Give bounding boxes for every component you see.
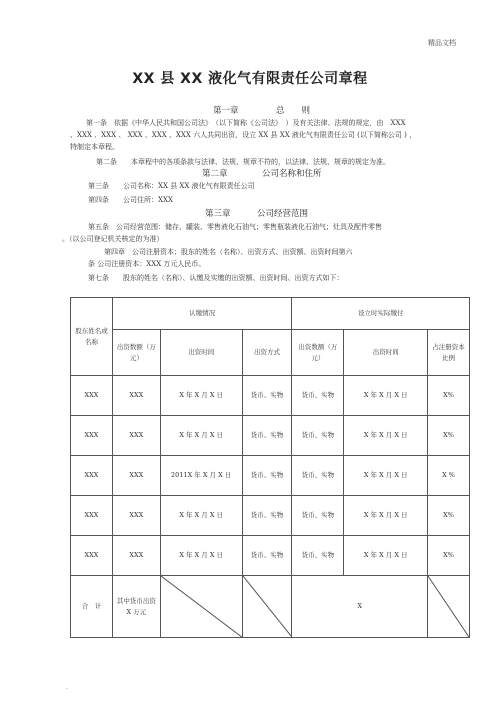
- cell-paid-time: X 年 X 月 X 日: [344, 376, 428, 416]
- article-5-line-1: 第五条 公司经营范围：储存、罐装、零售液化石油气；零售瓶装液化石油气；灶具及配件零售: [88, 223, 382, 231]
- cell-paid-method: 货币、实物: [292, 496, 344, 536]
- article-6-line-2: 条 公司注册资本：XXX 万元人民币。: [88, 260, 206, 268]
- diagonal-cell: [242, 576, 292, 638]
- cell-time: X 年 X 月 X 日: [160, 376, 242, 416]
- cell-paid-method: 货币、实物: [292, 376, 344, 416]
- cell-amount: XXX: [112, 416, 160, 456]
- header-paid-amount: 出资数额（万元）: [292, 330, 344, 376]
- total-cash-note: 其中货币出资 X 万元: [112, 576, 160, 638]
- cell-amount: XXX: [112, 536, 160, 576]
- cell-method: 货币、实物: [242, 536, 292, 576]
- header-paid-ratio: 占注册资本比例: [428, 330, 470, 376]
- cell-ratio: X%: [428, 376, 470, 416]
- cell-ratio: X%: [428, 416, 470, 456]
- cell-paid-method: 货币、实物: [292, 416, 344, 456]
- article-3: 第三条 公司名称：XX 县 XX 液化气有限责任公司: [88, 182, 255, 190]
- diagonal-line: [243, 576, 292, 637]
- header-sub-time: 出资时间: [160, 330, 242, 376]
- chapter1-heading2: 总 则: [276, 106, 311, 116]
- cell-paid-time: X 年 X 月 X 日: [344, 536, 428, 576]
- cell-name: XXX: [71, 496, 113, 536]
- header-shareholder-name: 股东姓名或名称: [71, 298, 113, 376]
- cell-name: XXX: [71, 416, 113, 456]
- cell-amount: XXX: [112, 376, 160, 416]
- article-2: 第二条 本章程中的各项条款与法律、法规、规章不符的，以法律、法规、规章的规定为准。: [96, 158, 390, 166]
- cell-method: 货币、实物: [242, 376, 292, 416]
- cell-amount: XXX: [112, 496, 160, 536]
- diagonal-cell: [428, 576, 470, 638]
- header-label: 精品文档: [428, 39, 456, 47]
- chapter3-heading2: 公司经营范围: [257, 209, 309, 219]
- cell-time: X 年 X 月 X 日: [160, 496, 242, 536]
- cell-ratio: X%: [428, 496, 470, 536]
- diagonal-cell: [160, 576, 242, 638]
- chapter2-heading2: 公司名称和住所: [262, 169, 322, 179]
- article-7: 第七条 股东的姓名（名称）、认缴及实缴的出资额、出资时间、出资方式如下：: [88, 274, 344, 282]
- table-total-row: [71, 576, 470, 638]
- total-value: X: [292, 576, 428, 638]
- shareholder-table: [70, 297, 470, 638]
- cell-paid-method: 货币、实物: [292, 456, 344, 496]
- header-subscribed: 认缴情况: [112, 298, 292, 330]
- chapter3-heading: 第三章: [205, 209, 231, 219]
- chapter2-heading: 第二章: [202, 169, 228, 179]
- header-sub-method: 出资方式: [242, 330, 292, 376]
- table-row: [71, 456, 470, 496]
- cell-name: XXX: [71, 536, 113, 576]
- chapter1-heading: 第一章: [213, 106, 239, 116]
- header-paid: 设立时实际缴付: [292, 298, 470, 330]
- cell-method: 货币、实物: [242, 496, 292, 536]
- diagonal-line: [161, 576, 242, 637]
- cell-name: XXX: [71, 376, 113, 416]
- cell-ratio: X %: [428, 456, 470, 496]
- cell-paid-time: X 年 X 月 X 日: [344, 416, 428, 456]
- cell-ratio: X%: [428, 536, 470, 576]
- cell-amount: XXX: [112, 456, 160, 496]
- diagonal-line: [428, 576, 469, 637]
- header-paid-time: 出资时间: [344, 330, 428, 376]
- cell-paid-time: X 年 X 月 X 日: [344, 496, 428, 536]
- header-sub-amount: 出资数额（万元）: [112, 330, 160, 376]
- cell-method: 货币、实物: [242, 416, 292, 456]
- cell-time: X 年 X 月 X 日: [160, 536, 242, 576]
- table-header-row-2: [71, 330, 470, 376]
- table-header-row-1: [71, 298, 470, 330]
- cell-time: X 年 X 月 X 日: [160, 416, 242, 456]
- cell-method: 货币、实物: [242, 456, 292, 496]
- table-row: [71, 416, 470, 456]
- table-row: [71, 376, 470, 416]
- article-5-line-2: 。（以公司登记机关核定的为准）: [62, 235, 164, 243]
- cell-paid-method: 货币、实物: [292, 536, 344, 576]
- article-1-line-2: 、XXX 、XXX 、 XXX 、XXX 、XXX 六人共同出资，设立 XX 县 XX 液化气有限责任公司 (以下简称公司 ) ，: [70, 131, 417, 139]
- document-title: XX 县 XX 液化气有限责任公司章程: [132, 71, 368, 87]
- cell-time: 2011X 年 X 月 X 日: [160, 456, 242, 496]
- article-1-line-3: 特制定本章程。: [70, 143, 119, 151]
- total-label: 合 计: [71, 576, 113, 638]
- footer-dot: .: [66, 684, 68, 691]
- table-row: [71, 536, 470, 576]
- article-1-line-1: 第一条 依据《中华人民共和国公司法》 （以下简称《公司法》 ）及有关法律、法规的规定，由 XXX: [86, 119, 406, 127]
- cell-name: XXX: [71, 456, 113, 496]
- cell-paid-time: X 年 X 月 X 日: [344, 456, 428, 496]
- article-4: 第四条 公司住所：XXX: [88, 196, 173, 204]
- table-row: [71, 496, 470, 536]
- article-6-line-1: 第四章 公司注册资本；股东的姓名（名称）、出资方式、出资额、出资时间第六: [104, 248, 353, 256]
